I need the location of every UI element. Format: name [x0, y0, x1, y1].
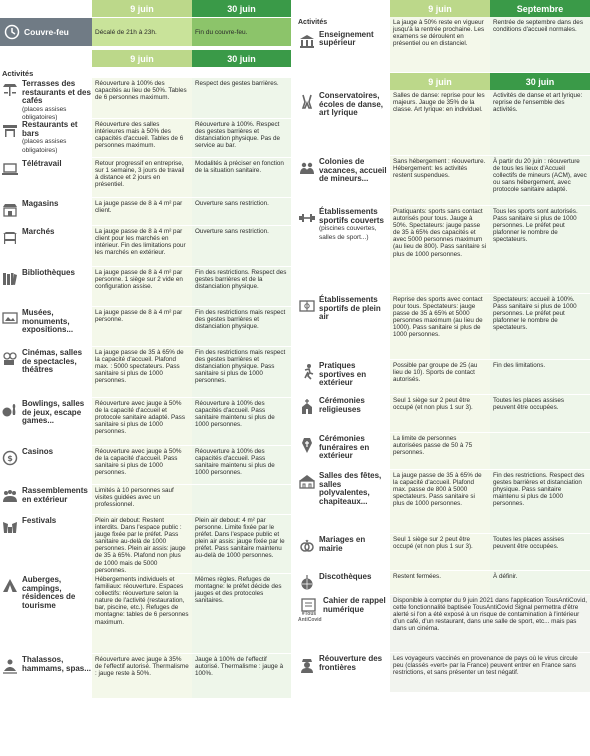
cell-9-juin: Seul 1 siège sur 2 peut être occupé (et non plus 1 sur 3).: [390, 534, 490, 570]
university-icon: [298, 32, 316, 53]
activity-note: (piscines couvertes, salles de sport...): [319, 225, 377, 241]
left-row: [0, 347, 291, 398]
cell-30-juin: Fin des restrictions. Respect des gestes barrières et de la distanciation physique.: [192, 267, 291, 306]
tracker-row: [297, 595, 590, 653]
svg-text:$: $: [7, 454, 13, 463]
borders-name: Réouverture des frontières: [319, 654, 383, 672]
restaurant-icon: [1, 122, 19, 143]
activity-name: Mariages en mairie: [319, 535, 366, 553]
left-top-header: [0, 0, 291, 17]
higher-ed-row: [297, 17, 590, 73]
right-activity: [297, 206, 390, 293]
cell-9-juin: La jauge passe de 35 à 65% de la capacité d'accueil. Plafond max. passe de 800 à 5000 spectateurs. Pass sanitaire si plus de 1000 personnes.: [390, 470, 490, 533]
right-activity: [297, 294, 390, 359]
camping-icon: [1, 577, 19, 598]
cell-9-juin: Hébergements individuels et familiaux: réouverture. Espaces collectifs: réouverture selon la nature de l'activité (restauration, bar, piscine, etc.). Refuges de montagne: tables de 6 personnes maximum.: [92, 574, 192, 653]
right-header2-30-juin: 30 juin: [490, 73, 590, 90]
cell-9-juin: La limite de personnes autorisées passe de 50 à 75 personnes.: [390, 433, 490, 469]
activity-name: Magasins: [22, 199, 59, 208]
cinema-icon: [1, 350, 19, 371]
cell-30-juin: Modalités à préciser en fonction de la situation sanitaire.: [192, 158, 291, 197]
right-header-septembre: Septembre: [490, 0, 590, 17]
cell-30-juin: À partir du 20 juin : réouverture de tous les lieux d'Accueil collectifs de mineurs (ACM), avec ou sans hébergement, avec protocole sanitaire adapté.: [490, 156, 590, 205]
curfew-30-juin: Fin du couvre-feu.: [192, 18, 291, 46]
cell-30-juin: Fin des limitations.: [490, 360, 590, 394]
left-activity: [0, 347, 92, 397]
cell-9-juin: La jauge passe de 8 à 4 m² par client pour les marchés en intérieur. Fin des limitations pour les marchés en extérieur.: [92, 226, 192, 266]
customs-officer-icon: [298, 656, 316, 677]
cell-9-juin: Réouverture avec jauge à 50% de la capacité d'accueil. Pass sanitaire si plus de 1000 personnes.: [92, 446, 192, 484]
right-activities-label: Activités: [298, 19, 328, 26]
museum-icon: [1, 310, 19, 331]
right-activity: [297, 395, 390, 432]
right-row: [297, 571, 590, 595]
right-rows: [297, 90, 590, 595]
activity-name: Salles des fêtes, salles polyvalentes, chapiteaux...: [319, 471, 382, 506]
gym-icon: [298, 209, 316, 230]
running-icon: [298, 363, 316, 384]
right-header2-9-juin: 9 juin: [390, 73, 490, 90]
cell-30-juin: Fin des restrictions mais respect des gestes barrières et distanciation physique.: [192, 307, 291, 346]
header2-9-juin: 9 juin: [92, 50, 192, 67]
right-row: [297, 433, 590, 470]
tracker-activity: [297, 595, 390, 652]
tracker-text: Disponible à compter du 9 juin 2021 dans l'application TousAntiCovid, cette fonctionnalité baptisée TousAntiCovid Signal permettra d'être alerté si l'on a été exposé à un risque de contamination à l'intérieur d'un café, d'un restaurant, dans une salle de sport, etc... mais pas dans un cinéma.: [390, 595, 590, 652]
right-row: [297, 395, 590, 433]
cell-30-juin: Plein air debout: 4 m² par personne. Limite fixée par le préfet. Dans l'espace public et plein air assis: jauge fixée par le préfet. Pass sanitaire maintenu au-delà de 1000 personnes.: [192, 515, 291, 573]
right-row: [297, 470, 590, 534]
header-9-juin: 9 juin: [92, 0, 192, 17]
activity-name: Cérémonies funéraires en extérieur: [319, 434, 370, 461]
left-activity: [0, 654, 92, 698]
cell-30-juin: Toutes les places assises peuvent être occupées.: [490, 534, 590, 570]
activity-name: Colonies de vacances, accueil de mineurs...: [319, 157, 387, 184]
cell-30-juin: [490, 433, 590, 469]
left-row: [0, 267, 291, 307]
left-rows: [0, 78, 291, 699]
left-activity: [0, 307, 92, 346]
cell-30-juin: Réouverture à 100% des capacités d'accueil. Pass sanitaire maintenu si plus de 1000 personnes.: [192, 446, 291, 484]
curfew-row: [0, 18, 291, 46]
cell-9-juin: Limités à 10 personnes sauf visites guidées avec un professionnel.: [92, 485, 192, 514]
right-activity: [297, 90, 390, 155]
cell-30-juin: Mêmes règles. Refuges de montagne: le préfet décide des jauges et des protocoles sanitaires.: [192, 574, 291, 653]
activity-name: Établissements sportifs de plein air: [319, 295, 381, 322]
activities-label: Activités: [2, 69, 34, 78]
activity-name: Télétravail: [22, 159, 62, 168]
right-row: [297, 206, 590, 294]
cell-30-juin: Respect des gestes barrières.: [192, 78, 291, 118]
cell-9-juin: Réouverture avec jauge à 50% de la capacité d'accueil et protocole sanitaire adapté. Pass sanitaire si plus de 1000 personnes.: [92, 398, 192, 445]
right-row: [297, 90, 590, 156]
cell-9-juin: Pratiquants: sports sans contact autorisés pour tous. Jauge à 50%. Spectateurs: jauge passe de 35 à 65% des capacités et avec 5000 personnes maximum (au lieu de 800). Pass sanitaire si plus de 1000 personnes.: [390, 206, 490, 293]
activity-name: Restaurants et bars: [22, 120, 78, 138]
activity-name: Conservatoires, écoles de danse, art lyrique: [319, 91, 384, 118]
wedding-icon: [298, 537, 316, 558]
left-activity: [0, 398, 92, 445]
dance-icon: [298, 93, 316, 114]
stadium-icon: [298, 297, 316, 318]
right-column: [297, 0, 590, 693]
cell-9-juin: Réouverture avec jauge à 35% de l'effectif autorisé. Thermalisme : jauge reste à 50%.: [92, 654, 192, 698]
left-activity: [0, 574, 92, 653]
higher-ed-septembre: Rentrée de septembre dans des conditions d'accueil normales.: [490, 17, 590, 72]
cell-9-juin: Plein air debout: Restent interdits. Dans l'espace public : jauge fixée par le préfet. Pass sanitaire au-delà de 1000 personnes. Plein air assis: jauge de 35 à 65%. Plafond non plus de 1000 mais de 5000 personnes.: [92, 515, 192, 573]
cell-9-juin: Sans hébergement : réouverture. Hébergement: les activités restent suspendues.: [390, 156, 490, 205]
right-row: [297, 360, 590, 395]
cell-9-juin: Réouverture à 100% des capacités au lieu de 50%. Tables de 6 personnes maximum.: [92, 78, 192, 118]
cell-30-juin: Ouverture sans restriction.: [192, 198, 291, 225]
activity-name: Marchés: [22, 227, 55, 236]
cell-30-juin: Jauge à 100% de l'effectif autorisé. Thermalisme : jauge à 100%.: [192, 654, 291, 698]
left-row: [0, 485, 291, 515]
terrace-icon: [1, 81, 19, 102]
left-row: [0, 654, 291, 699]
higher-ed-9-juin: La jauge à 50% reste en vigueur jusqu'à la rentrée prochaine. Les examens se déroulent en présentiel ou en distanciel.: [390, 17, 490, 72]
cell-30-juin: À définir.: [490, 571, 590, 594]
cell-9-juin: Restent fermées.: [390, 571, 490, 594]
cell-30-juin: Activités de danse et art lyrique: reprise de l'ensemble des activités.: [490, 90, 590, 155]
left-row: [0, 158, 291, 198]
cell-30-juin: Tous les sports sont autorisés. Pass sanitaire si plus de 1000 personnes. Le préfet peut plafonner le nombre de spectateurs.: [490, 206, 590, 293]
right-row: [297, 294, 590, 360]
cell-30-juin: Toutes les places assises peuvent être occupées.: [490, 395, 590, 432]
activity-name: Auberges, campings, résidences de tourisme: [22, 575, 76, 610]
festival-icon: [1, 518, 19, 539]
borders-text: Les voyageurs vaccinés en provenance de pays où le virus circule peu (classés «vert» par la France) peuvent entrer en France sans restrictions, et sans présenter un test négatif.: [390, 653, 590, 692]
cell-9-juin: Retour progressif en entreprise, sur 1 semaine, 3 jours de travail à distance et 2 jours en présentiel.: [92, 158, 192, 197]
church-icon: [298, 398, 316, 419]
left-row: [0, 446, 291, 485]
left-activity: [0, 158, 92, 197]
right-activity: [297, 470, 390, 533]
header2-30-juin: 30 juin: [192, 50, 291, 67]
left-activity: [0, 485, 92, 514]
cell-30-juin: Spectateurs: accueil à 100%. Pass sanitaire si plus de 1000 personnes. Le préfet peut plafonner le nombre de spectateurs.: [490, 294, 590, 359]
activity-name: Terrasses des restaurants et des cafés: [22, 79, 91, 106]
right-row: [297, 534, 590, 571]
tousanticovid-logo: #Tous AntiCovid: [298, 598, 320, 623]
hall-icon: [298, 473, 316, 494]
activity-name: Thalassos, hammams, spas...: [22, 655, 91, 673]
left-row: [0, 574, 291, 654]
borders-activity: [297, 653, 390, 692]
cell-9-juin: La jauge passe de 35 à 65% de la capacité d'accueil. Plafond max. : 5000 spectateurs. Pass sanitaire si plus de 1000 personnes.: [92, 347, 192, 397]
cell-9-juin: Salles de danse: reprise pour les majeurs. Jauge de 35% de la classe. Art lyrique: en individuel.: [390, 90, 490, 155]
market-icon: [1, 229, 19, 250]
left-row: [0, 307, 291, 347]
activity-name: Rassemblements en extérieur: [22, 486, 88, 504]
activity-note: (places assises obligatoires): [22, 138, 67, 154]
left-row: [0, 119, 291, 158]
right-header-9-juin: 9 juin: [390, 0, 490, 17]
cell-9-juin: La jauge passe de 8 à 4 m² par client.: [92, 198, 192, 225]
cell-30-juin: Ouverture sans restriction.: [192, 226, 291, 266]
cell-9-juin: La jauge passe de 8 à 4 m² par personne. 1 siège sur 2 vide en configuration assise.: [92, 267, 192, 306]
telework-icon: [1, 161, 19, 182]
curfew-label: Couvre-feu: [0, 18, 92, 46]
activity-name: Bowlings, salles de jeux, escape games...: [22, 399, 85, 426]
activity-name: Casinos: [22, 447, 54, 456]
left-activity: [0, 267, 92, 306]
cell-30-juin: Fin des restrictions mais respect des gestes barrières et distanciation physique. Pass sanitaire si plus de 1000 personnes.: [192, 347, 291, 397]
activity-name: Établissements sportifs couverts: [319, 207, 384, 225]
right-activity: [297, 360, 390, 394]
right-header-2: [297, 73, 590, 90]
left-activity: [0, 119, 92, 157]
right-activity: [297, 433, 390, 469]
borders-row: [297, 653, 590, 693]
curfew-9-juin: Décalé de 21h à 23h.: [92, 18, 192, 46]
cell-30-juin: Réouverture à 100%. Respect des gestes barrières et distanciation physique. Pas de service au bar.: [192, 119, 291, 157]
cell-9-juin: Réouverture des salles intérieures mais à 50% des capacités d'accueil. Tables de 6 personnes maximum.: [92, 119, 192, 157]
left-row: [0, 198, 291, 226]
right-activity: [297, 534, 390, 570]
right-top-header: [297, 0, 590, 17]
activity-note: (places assises obligatoires): [22, 105, 67, 122]
left-activity: [0, 515, 92, 573]
activity-name: Musées, monuments, expositions...: [22, 308, 74, 335]
left-column: [0, 0, 291, 699]
cell-9-juin: Seul 1 siège sur 2 peut être occupé (et non plus 1 sur 3).: [390, 395, 490, 432]
camp-icon: [298, 159, 316, 180]
gathering-icon: [1, 488, 19, 509]
left-activity: [0, 78, 92, 122]
left-activity: [0, 226, 92, 266]
activity-name: Cérémonies religieuses: [319, 396, 365, 414]
right-row: [297, 156, 590, 206]
left-activity: [0, 446, 92, 484]
cell-9-juin: Possible par groupe de 25 (au lieu de 10). Sports de contact autorisés.: [390, 360, 490, 394]
spa-icon: [1, 657, 19, 678]
left-row: [0, 398, 291, 446]
cell-9-juin: Reprise des sports avec contact pour tous. Spectateurs: jauge passe de 35 à 65% et 5000 personnes maximum (au lieu de 1000). Pass sanitaire si plus de 1000 personnes.: [390, 294, 490, 359]
disco-icon: [298, 574, 316, 595]
activity-name: Pratiques sportives en extérieur: [319, 361, 367, 388]
cell-9-juin: La jauge passe de 8 à 4 m² par personne.: [92, 307, 192, 346]
tracker-name: Cahier de rappel numérique: [323, 596, 386, 614]
cell-30-juin: Réouverture à 100% des capacités d'accueil. Pass sanitaire maintenu si plus de 1000 personnes.: [192, 398, 291, 445]
activity-name: Cinémas, salles de spectacles, théâtres: [22, 348, 83, 375]
activity-name: Discothèques: [319, 572, 372, 581]
left-row: [0, 78, 291, 122]
left-activity: [0, 198, 92, 225]
higher-ed-activity: [297, 17, 390, 72]
left-row: [0, 515, 291, 574]
cell-30-juin: Fin des restrictions. Respect des gestes barrières et distanciation physique. Pass sanitaire maintenu si plus de 1000 personnes.: [490, 470, 590, 533]
activity-name: Bibliothèques: [22, 268, 75, 277]
bowling-icon: [1, 401, 19, 422]
shop-icon: [1, 201, 19, 222]
notebook-icon: [300, 598, 318, 612]
casino-icon: [1, 449, 19, 470]
right-activity: [297, 156, 390, 205]
library-icon: [1, 270, 19, 291]
right-activity: [297, 571, 390, 594]
left-row: [0, 226, 291, 267]
cell-30-juin: [192, 485, 291, 514]
higher-ed-name: Enseignement supérieur: [319, 29, 374, 48]
activity-name: Festivals: [22, 516, 57, 525]
clock-icon: [4, 24, 20, 40]
funeral-icon: [298, 436, 316, 457]
left-header-2: [0, 50, 291, 67]
header-30-juin: 30 juin: [192, 0, 291, 17]
